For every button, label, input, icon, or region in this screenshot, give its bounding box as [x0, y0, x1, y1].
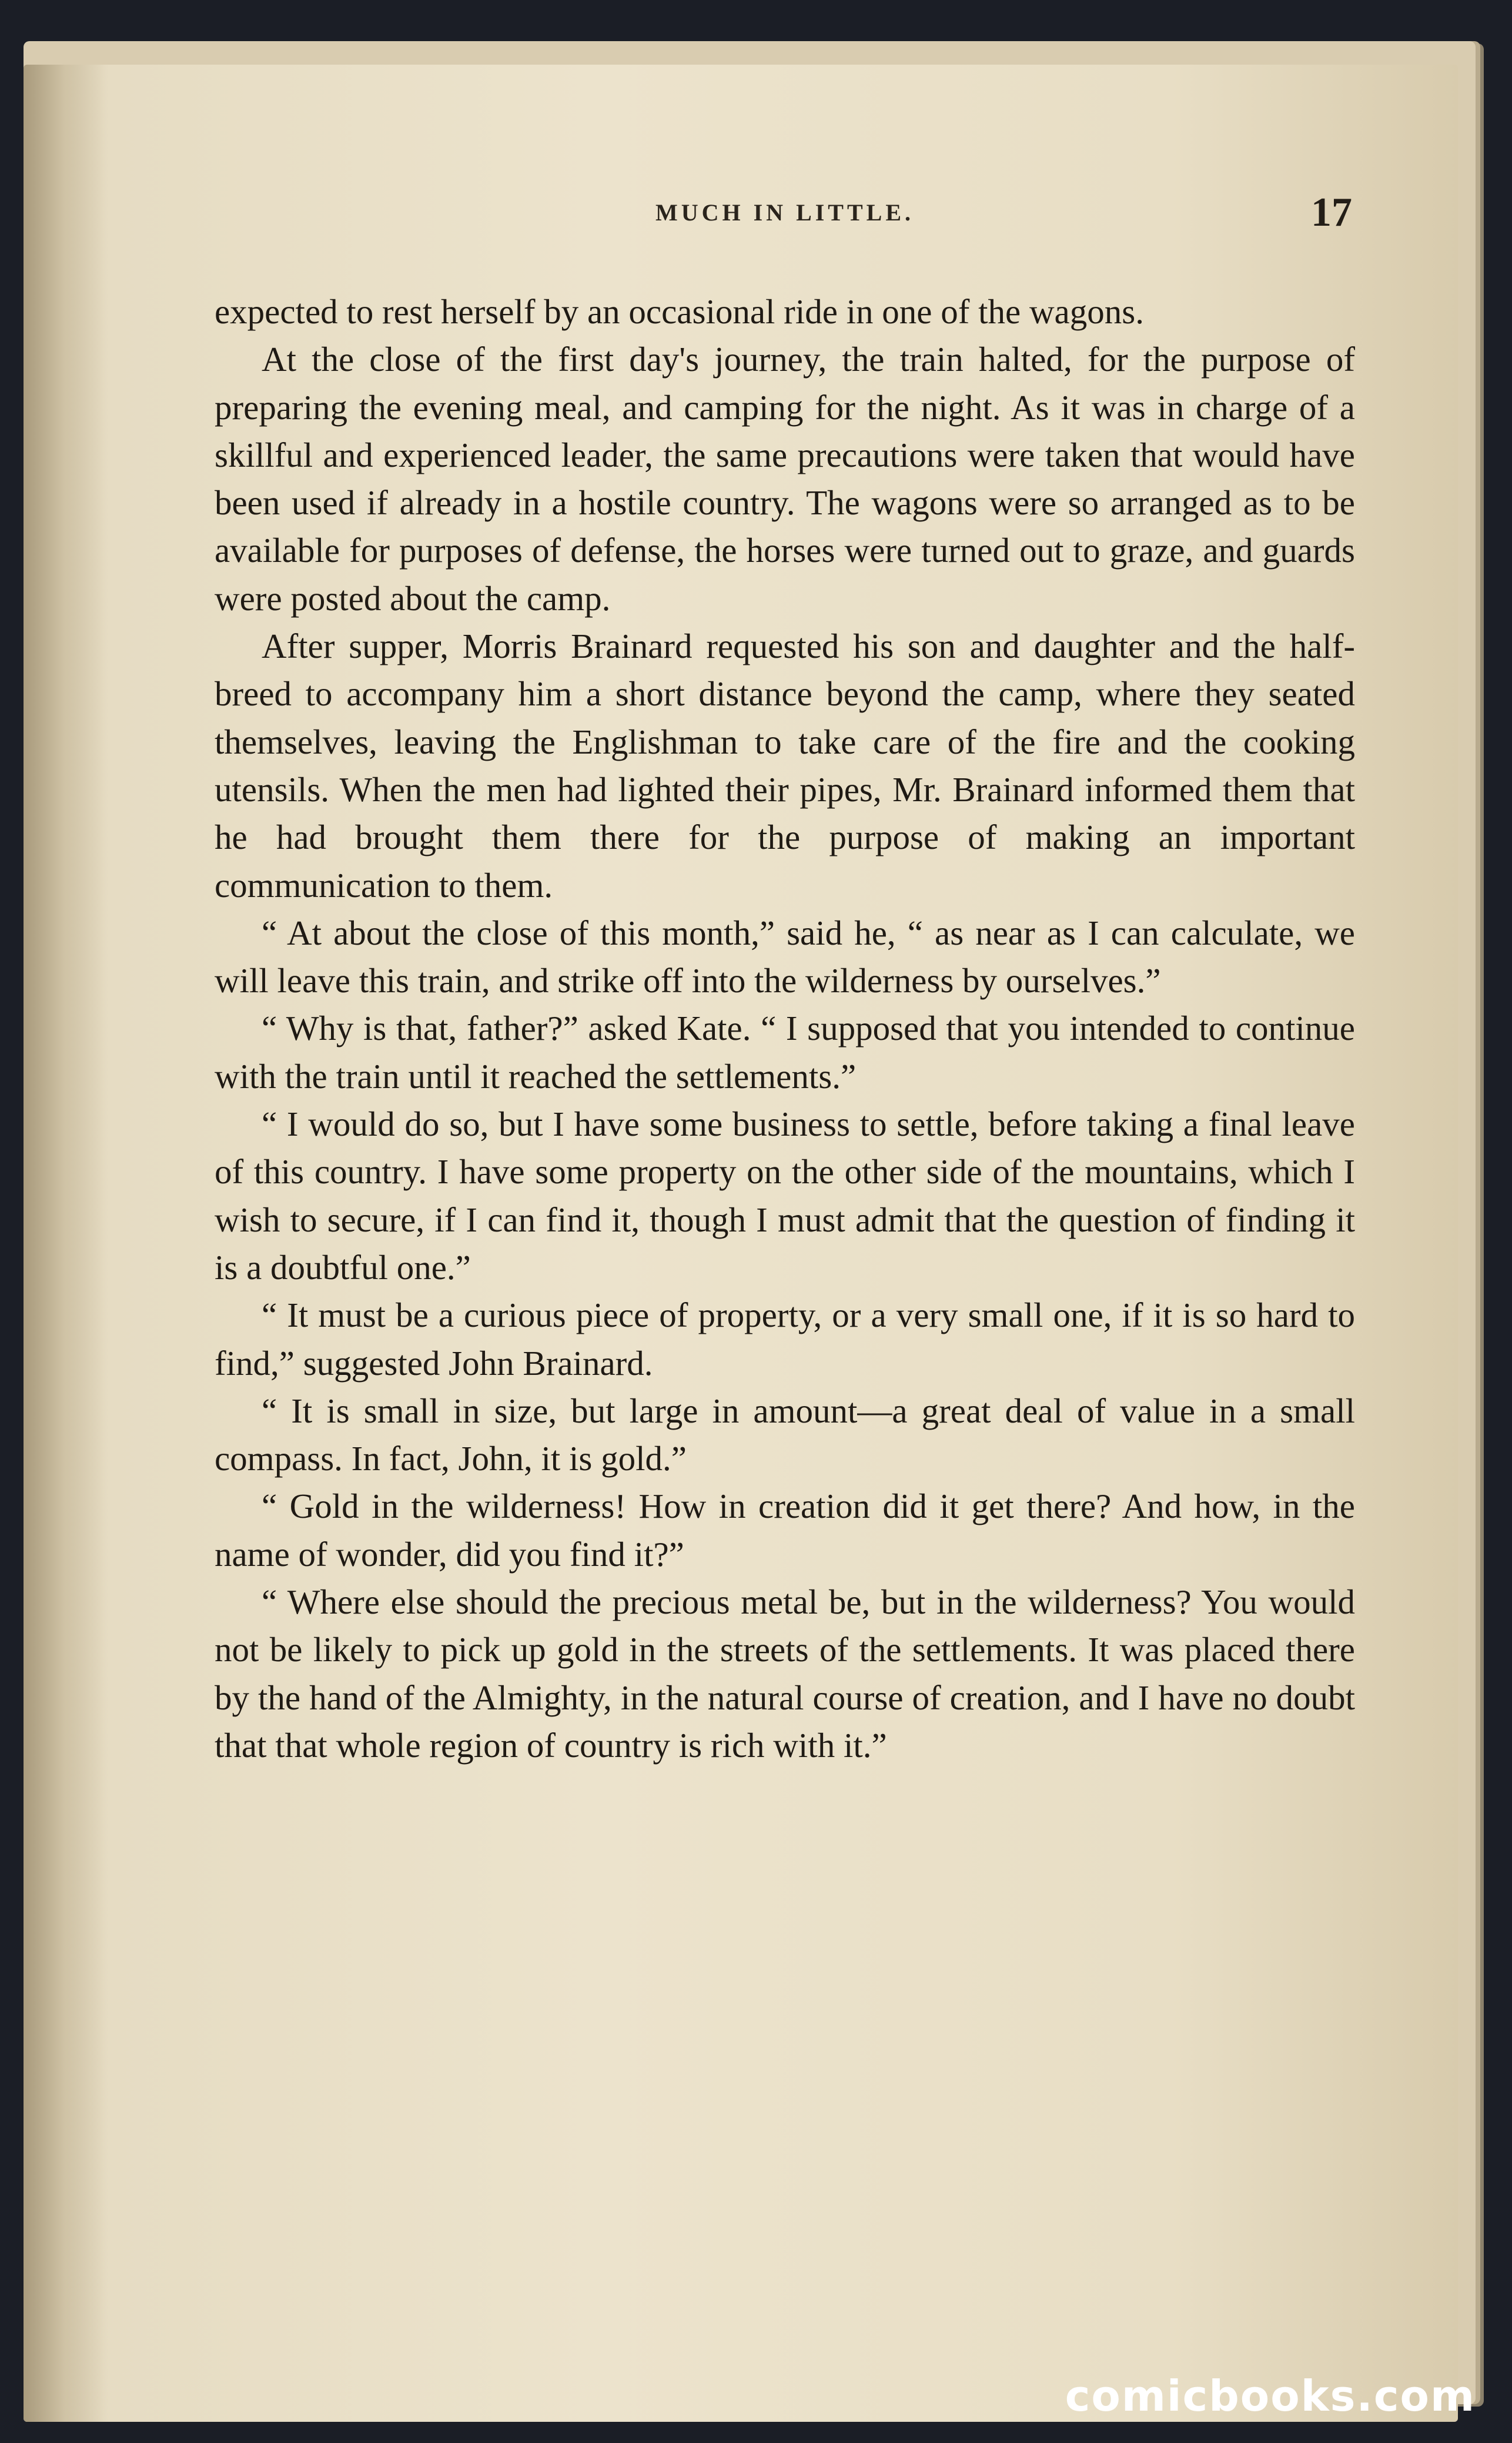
- paragraph: At the close of the first day's journey, the train halted, for the purpose of preparing the evening meal, and camping for the night. As it was in charge of a skillful and experienced leader, the same precautions were taken that would have been used if already in a hostile country. The wagons were so arranged as to be available for purposes of defense, the horses were turned out to graze, and guards were posted about the camp.: [215, 340, 1355, 618]
- paragraph: “ Why is that, father?” asked Kate. “ I supposed that you intended to continue with the train until it reached the settlements.”: [215, 1009, 1355, 1096]
- watermark: comicbooks.com: [1065, 2371, 1476, 2421]
- paragraph: After supper, Morris Brainard requested his son and daughter and the half-breed to accompany him a short distance beyond the camp, where they seated themselves, leaving the Englishman to take care of the fire and the cooking utensils. When the men had lighted their pipes, Mr. Brainard informed them that he had brought them there for the purpose of making an important communication to them.: [215, 627, 1355, 905]
- paragraph: “ Where else should the precious metal be, but in the wilderness? You would not be likely to pick up gold in the streets of the settlements. It was placed there by the hand of the Almighty, in the natural course of creation, and I have no doubt that that whole region of country is rich with it.”: [215, 1582, 1355, 1765]
- paragraph: “ It is small in size, but large in amount—a great deal of value in a small compass. In fact, John, it is gold.”: [215, 1391, 1355, 1478]
- paragraph: “ Gold in the wilderness! How in creation did it get there? And how, in the name of wonder, did you find it?”: [215, 1487, 1355, 1574]
- paragraph: “ It must be a curious piece of property, or a very small one, if it is so hard to find,” suggested John Brainard.: [215, 1296, 1355, 1383]
- paragraph: “ I would do so, but I have some business to settle, before taking a final leave of this country. I have some property on the other side of the mountains, which I wish to secure, if I can find it, though I must admit that the question of finding it is a doubtful one.”: [215, 1105, 1355, 1287]
- body-text: [215, 288, 1355, 1769]
- running-title: MUCH IN LITTLE.: [655, 199, 915, 226]
- paragraph-continued: expected to rest herself by an occasional ride in one of the wagons.: [215, 292, 1144, 331]
- paragraph: “ At about the close of this month,” said he, “ as near as I can calculate, we will leave this train, and strike off into the wilderness by ourselves.”: [215, 913, 1355, 1000]
- running-head: [218, 190, 1352, 246]
- page-number: 17: [1311, 190, 1352, 235]
- book-page: [24, 65, 1458, 2422]
- book-page-edges: [24, 41, 1476, 2404]
